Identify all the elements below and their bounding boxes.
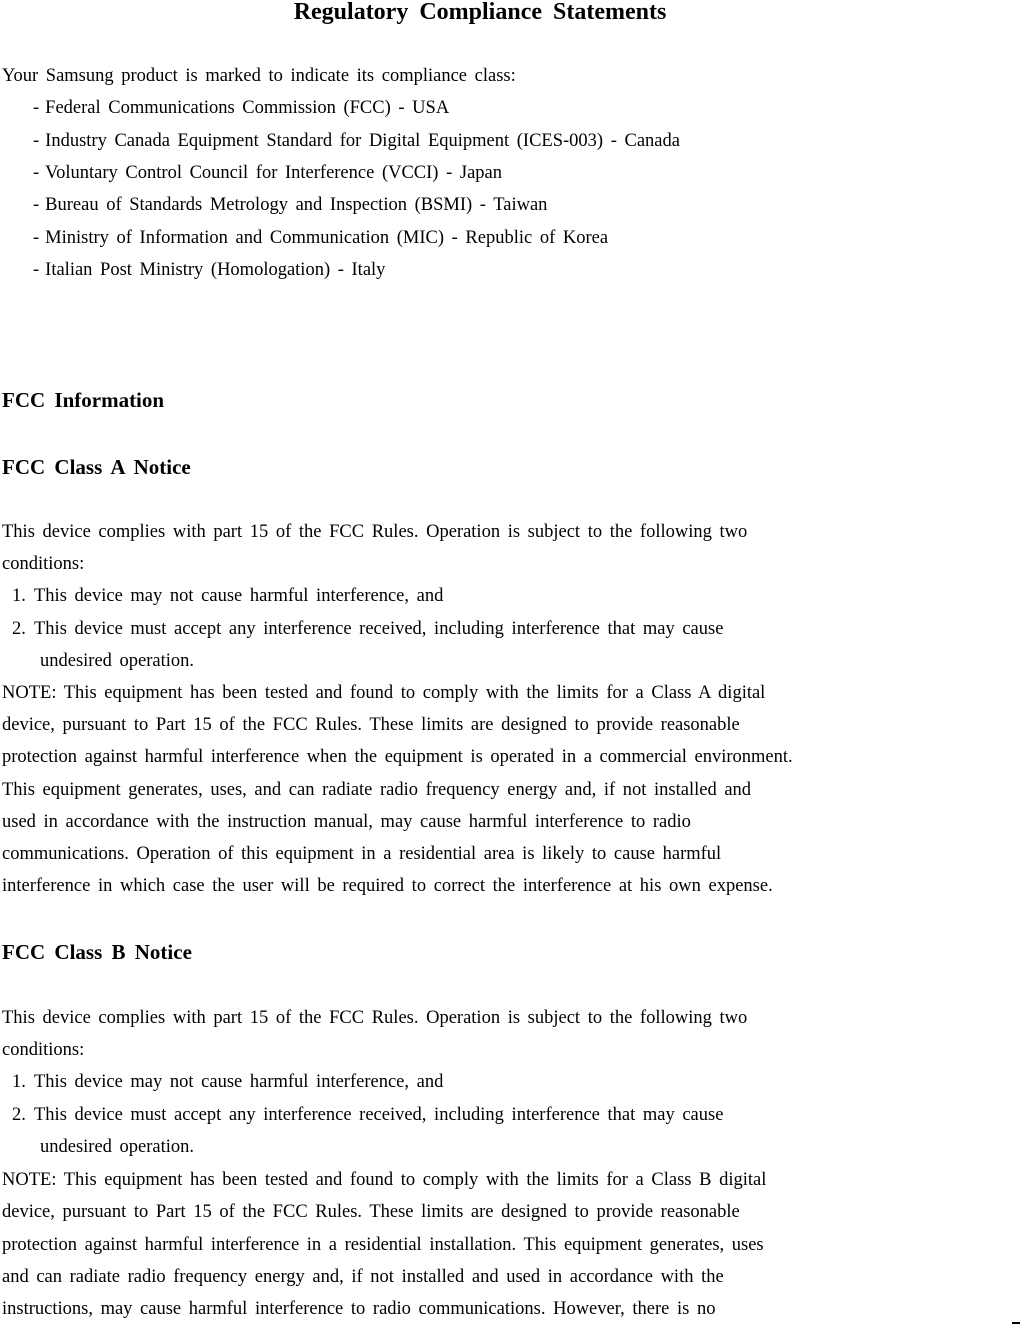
class-b-heading: FCC Class B Notice — [2, 940, 192, 964]
class-b-note-line: protection against harmful interference in a residential installation. This equipment generates, uses — [2, 1235, 764, 1255]
class-b-condition-2: 2. This device must accept any interference received, including interference that may cause — [12, 1105, 724, 1125]
class-a-condition-1: 1. This device may not cause harmful interference, and — [12, 586, 444, 606]
class-a-note-line: NOTE: This equipment has been tested and found to comply with the limits for a Class A digital — [2, 683, 766, 703]
class-b-condition-1: 1. This device may not cause harmful interference, and — [12, 1072, 444, 1092]
page-title: Regulatory Compliance Statements — [293, 0, 667, 25]
class-a-note-line: This equipment generates, uses, and can radiate radio frequency energy and, if not installed and — [2, 780, 752, 800]
class-a-note-line: communications. Operation of this equipment in a residential area is likely to cause harmful — [2, 844, 722, 864]
class-a-condition-2: 2. This device must accept any interference received, including interference that may cause — [12, 619, 724, 639]
class-b-note-line: device, pursuant to Part 15 of the FCC Rules. These limits are designed to provide reasonable — [2, 1202, 740, 1222]
compliance-list-item: - Bureau of Standards Metrology and Inspection (BSMI) - Taiwan — [33, 195, 548, 215]
class-a-note-line: protection against harmful interference when the equipment is operated in a commercial environment. — [2, 747, 793, 767]
class-a-paragraph-line: This device complies with part 15 of the FCC Rules. Operation is subject to the following two — [2, 522, 748, 542]
class-b-note-line: NOTE: This equipment has been tested and found to comply with the limits for a Class B digital — [2, 1170, 767, 1190]
compliance-list-item: - Italian Post Ministry (Homologation) - Italy — [33, 260, 386, 280]
class-b-paragraph-line: conditions: — [2, 1040, 85, 1060]
class-a-paragraph-line: conditions: — [2, 554, 85, 574]
class-a-condition-2-cont: undesired operation. — [40, 651, 195, 671]
page-edge-mark — [1012, 1322, 1020, 1324]
compliance-list-item: - Industry Canada Equipment Standard for Digital Equipment (ICES-003) - Canada — [33, 131, 680, 151]
class-a-note-line: device, pursuant to Part 15 of the FCC Rules. These limits are designed to provide reasonable — [2, 715, 740, 735]
class-b-paragraph-line: This device complies with part 15 of the FCC Rules. Operation is subject to the following two — [2, 1008, 748, 1028]
class-b-condition-2-cont: undesired operation. — [40, 1137, 195, 1157]
class-b-note-line: instructions, may cause harmful interference to radio communications. However, there is no — [2, 1299, 716, 1319]
fcc-information-heading: FCC Information — [2, 388, 165, 412]
class-b-note-line: and can radiate radio frequency energy and, if not installed and used in accordance with the — [2, 1267, 724, 1287]
class-a-note-line: interference in which case the user will be required to correct the interference at his own expense. — [2, 876, 773, 896]
intro-text: Your Samsung product is marked to indicate its compliance class: — [2, 66, 516, 86]
compliance-list-item: - Federal Communications Commission (FCC) - USA — [33, 98, 450, 118]
compliance-list-item: - Voluntary Control Council for Interference (VCCI) - Japan — [33, 163, 502, 183]
class-a-heading: FCC Class A Notice — [2, 455, 191, 479]
compliance-list-item: - Ministry of Information and Communication (MIC) - Republic of Korea — [33, 228, 609, 248]
class-a-note-line: used in accordance with the instruction manual, may cause harmful interference to radio — [2, 812, 691, 832]
